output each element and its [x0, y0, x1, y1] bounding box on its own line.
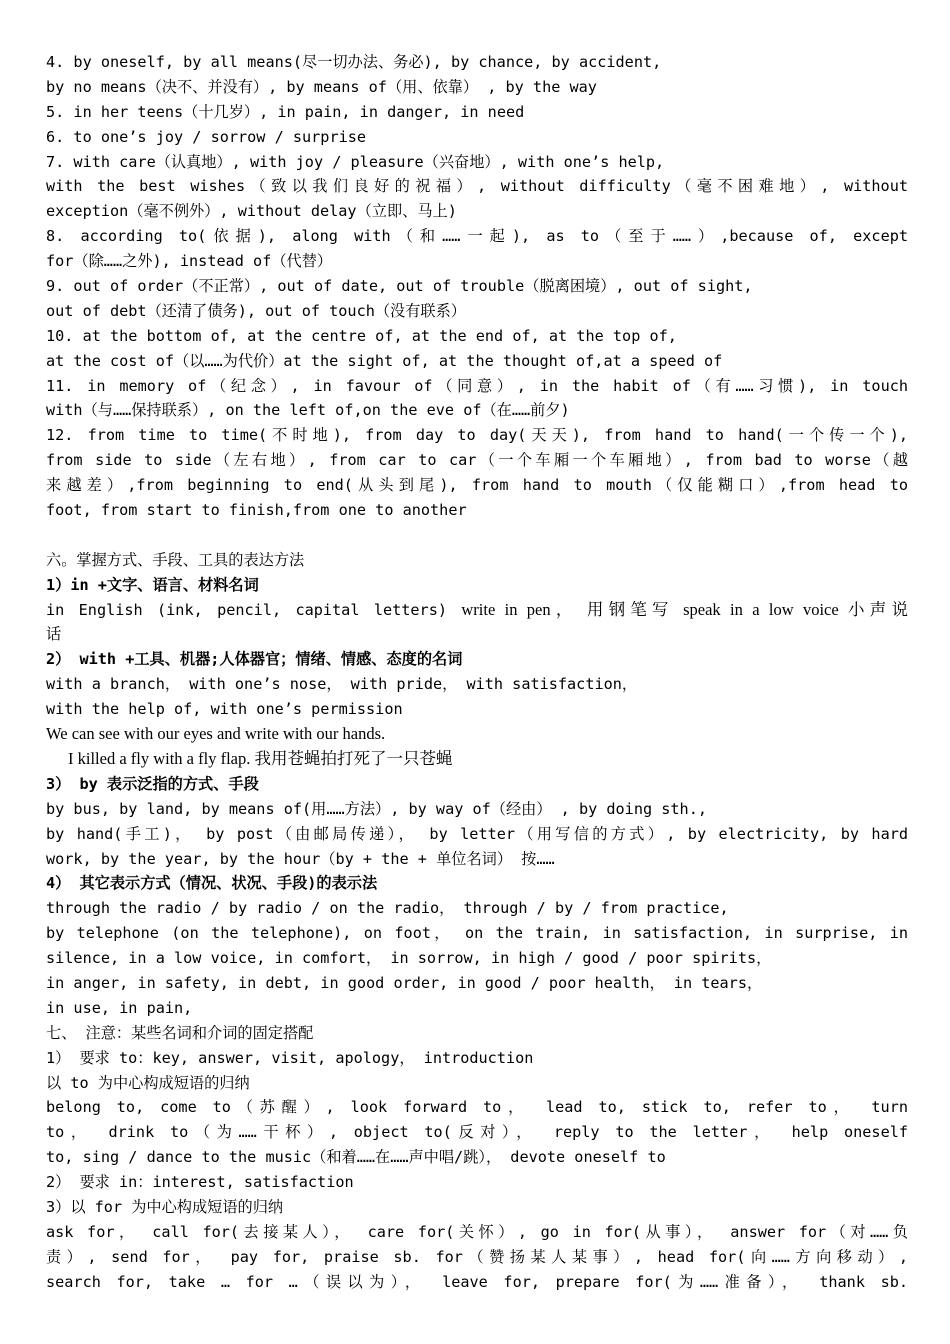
text-line: 7. with care（认真地）, with joy / pleasure（兴奋地）, with one’s help, — [46, 152, 665, 171]
text-line: 5. in her teens（十几岁）, in pain, in danger, in need — [46, 102, 525, 121]
text-line: 责）, send for， pay for, praise sb. for（赞扬某人某事）, head for(向……方向移动）, — [46, 1247, 908, 1266]
text-line: 话 — [46, 625, 62, 644]
text-line: with the help of, with one’s permission — [46, 700, 403, 719]
text-line: to， drink to（为……干杯）, object to(反对）， reply to the letter， help oneself — [46, 1123, 908, 1142]
text-line: 10. at the bottom of, at the centre of, at the end of, at the top of, — [46, 326, 677, 345]
section-heading: 六。掌握方式、手段、工具的表达方法 — [46, 550, 305, 569]
text-line: 2） 要求 in：interest, satisfaction — [46, 1173, 354, 1192]
text-line: at the cost of（以……为代价）at the sight of, at the thought of,at a speed of — [46, 351, 723, 370]
subheading: 4） 其它表示方式（情况、状况、手段)的表示法 — [46, 874, 378, 893]
text-line: 3）以 for 为中心构成短语的归纳 — [46, 1197, 284, 1216]
subheading: 2） with +工具、机器;人体器官；情绪、情感、态度的名词 — [46, 650, 463, 669]
text-line: with（与……保持联系）, on the left of,on the eve of（在……前夕) — [46, 401, 570, 420]
text-line: exception（毫不例外）, without delay（立即、马上) — [46, 202, 457, 221]
text-line: 4. by oneself, by all means(尽一切办法、务必), by chance, by accident, — [46, 53, 662, 71]
text-line: 12. from time to time(不时地), from day to day(天天), from hand to hand(一个传一个), — [46, 426, 908, 445]
text-line: search for, take … for …（误以为）， leave for, prepare for(为……准备）， thank sb. — [46, 1272, 908, 1291]
document-page — [46, 50, 908, 1295]
text-line: 9. out of order（不正常）, out of date, out of trouble（脱离困境）, out of sight, — [46, 277, 753, 296]
subheading: 1）in +文字、语言、材料名词 — [46, 575, 259, 594]
example-sentence: We can see with our eyes and write with our hands. — [46, 724, 386, 744]
section-heading: 七、 注意：某些名词和介词的固定搭配 — [46, 1023, 314, 1042]
blank-line — [46, 523, 908, 548]
text-line: 1） 要求 to：key, answer, visit, apology， introduction — [46, 1048, 534, 1067]
text-line: out of debt（还清了债务), out of touch（没有联系） — [46, 301, 466, 320]
text-line: by no means（决不、并没有）, by means of（用、依靠） , by the way — [46, 77, 597, 96]
text-line: by hand(手工)， by post（由邮局传递）， by letter（用写信的方式）, by electricity, by hard — [46, 824, 908, 843]
example-sentence: I killed a fly with a fly flap. 我用苍蝇拍打死了一只苍蝇 — [68, 748, 453, 768]
text-line: 11. in memory of（纪念）, in favour of（同意）, in the habit of（有……习惯), in touch — [46, 376, 908, 395]
text-line: 8. according to(依据), along with（和……一起), as to（至于……）,because of, except — [46, 227, 908, 246]
text-line: by bus, by land, by means of(用……方法）, by way of（经由） , by doing sth., — [46, 799, 707, 818]
text-line: with the best wishes（致以我们良好的祝福）, without difficulty（毫不困难地）, without — [46, 177, 908, 196]
text-line: in anger, in safety, in debt, in good order, in good / poor health， in tears， — [46, 973, 763, 992]
text-line: for（除……之外), instead of（代替） — [46, 252, 333, 271]
subheading: 3） by 表示泛指的方式、手段 — [46, 774, 259, 793]
text-line: work, by the year, by the hour（by + the + 单位名词） 按…… — [46, 849, 555, 868]
text-line: in use, in pain, — [46, 998, 193, 1017]
text-line: ask for， call for(去接某人）， care for(关怀）, go in for(从事）， answer for（对……负 — [46, 1222, 908, 1241]
text-line: with a branch， with one’s nose， with pride， with satisfaction， — [46, 675, 638, 694]
text-line: by telephone (on the telephone), on foot， on the train, in satisfaction, in surprise, in — [46, 924, 908, 943]
text-line: to, sing / dance to the music（和着……在……声中唱/跳）， devote oneself to — [46, 1148, 666, 1167]
text-line: from side to side（左右地）, from car to car（一个车厢一个车厢地）, from bad to worse（越 — [46, 451, 908, 470]
text-line: belong to, come to（苏醒）, look forward to， lead to, stick to, refer to， turn — [46, 1098, 908, 1117]
text-line: foot, from start to finish,from one to another — [46, 501, 467, 520]
text-line: 以 to 为中心构成短语的归纳 — [46, 1073, 250, 1092]
text-part: in English (ink, pencil, capital letters) — [46, 600, 462, 619]
text-line: 来越差）,from beginning to end(从头到尾), from hand to mouth（仅能糊口）,from head to — [46, 476, 908, 495]
text-line: through the radio / by radio / on the radio， through / by / from practice, — [46, 899, 729, 918]
text-line — [46, 598, 908, 623]
text-line: 6. to one’s joy / sorrow / surprise — [46, 127, 367, 146]
text-line: silence, in a low voice, in comfort， in sorrow, in high / good / poor spirits， — [46, 949, 772, 968]
text-part: write in pen， 用钢笔写 speak in a low voice 小声说 — [461, 599, 908, 619]
